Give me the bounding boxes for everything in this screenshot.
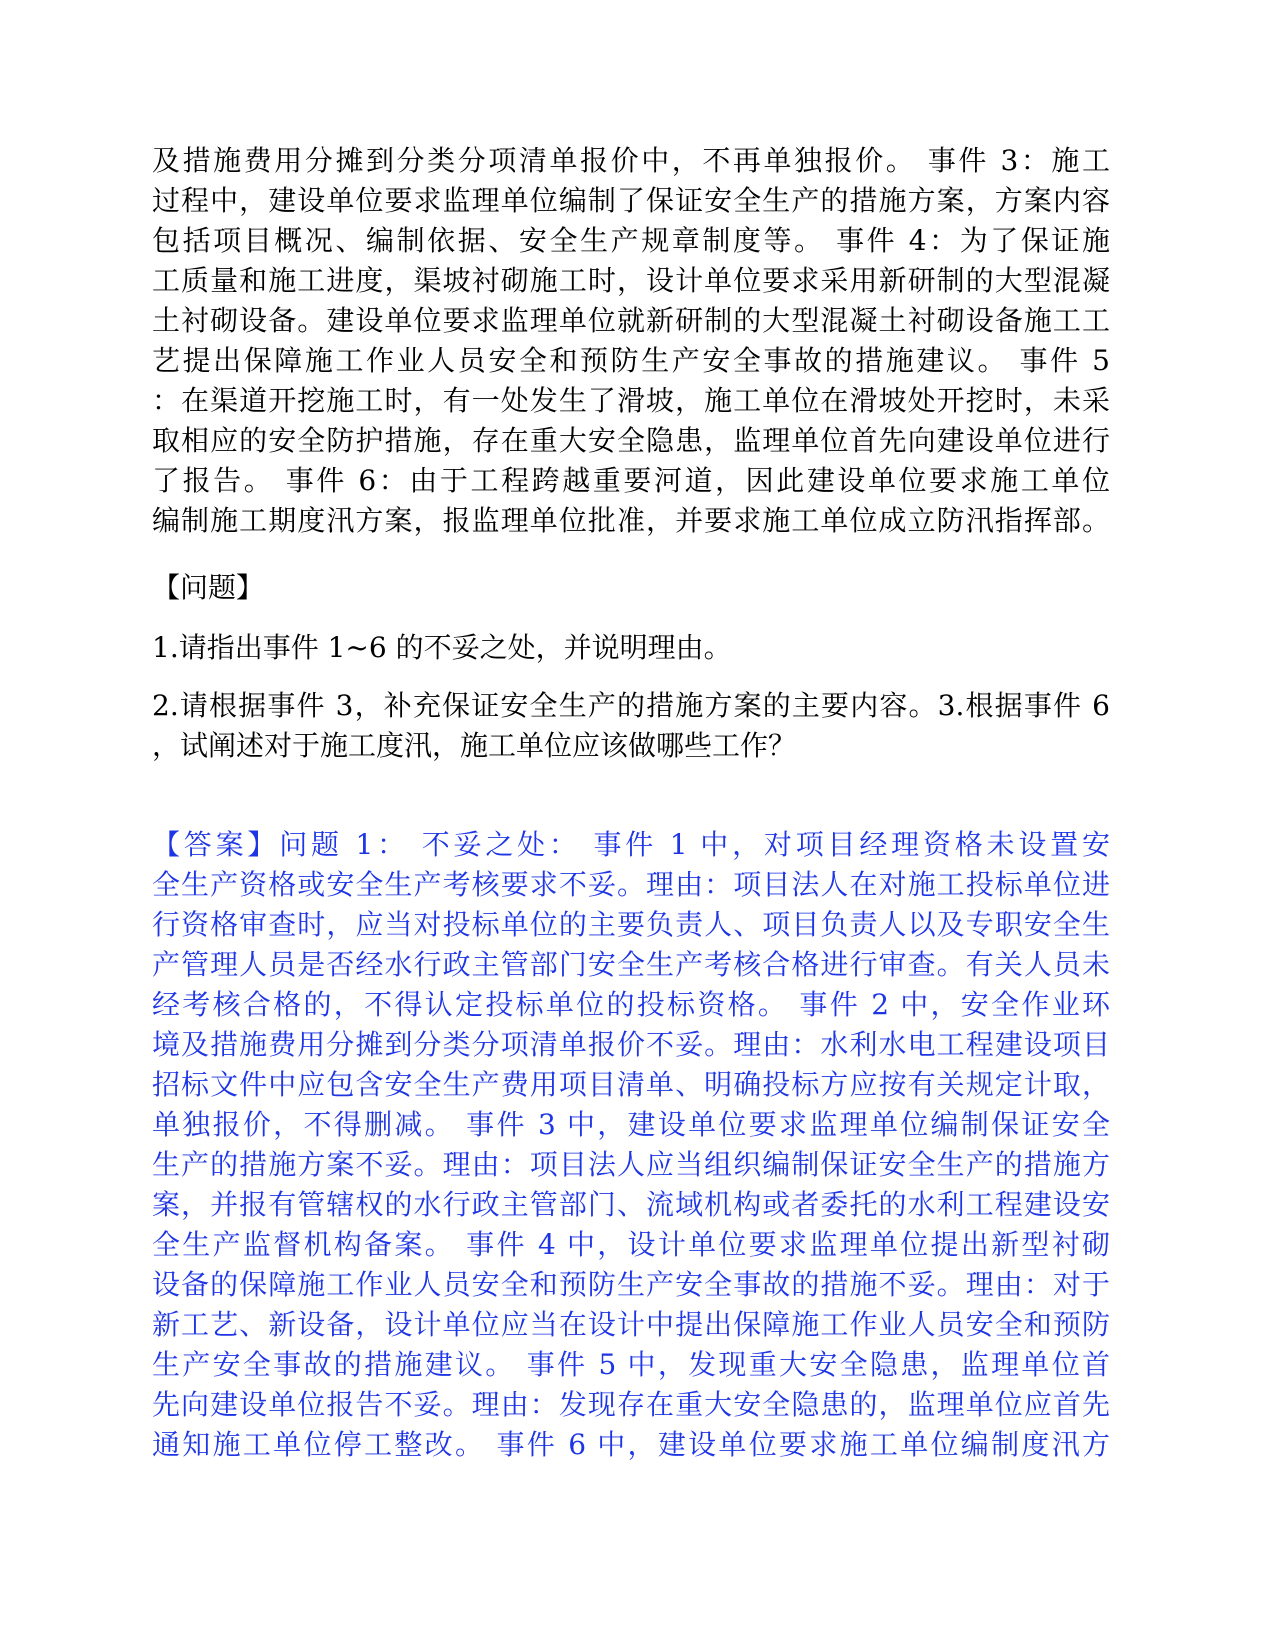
answer-line: 先向建设单位报告不妥。理由：发现存在重大安全隐患的，监理单位应首先	[152, 1388, 1110, 1421]
answer-line: 全生产监督机构备案。 事件 4 中，设计单位要求监理单位提出新型衬砌	[152, 1228, 1110, 1261]
question-2-3-block	[152, 686, 1110, 766]
question-3-line: ，试阐述对于施工度汛，施工单位应该做哪些工作？	[152, 729, 797, 762]
answer-line: 招标文件中应包含安全生产费用项目清单、明确投标方应按有关规定计取，	[152, 1068, 1110, 1101]
paragraph-line: 包括项目概况、编制依据、安全生产规章制度等。 事件 4：为了保证施	[152, 224, 1110, 257]
paragraph-line: 土衬砌设备。建设单位要求监理单位就新研制的大型混凝土衬砌设备施工工	[152, 304, 1110, 337]
paragraph-line: 了报告。 事件 6：由于工程跨越重要河道，因此建设单位要求施工单位	[152, 464, 1110, 497]
answer-line: 案，并报有管辖权的水行政主管部门、流域机构或者委托的水利工程建设安	[152, 1188, 1110, 1221]
paragraph-line: 过程中，建设单位要求监理单位编制了保证安全生产的措施方案，方案内容	[152, 184, 1110, 217]
paragraph-line: 工质量和施工进度，渠坡衬砌施工时，设计单位要求采用新研制的大型混凝	[152, 264, 1110, 297]
answer-line: 生产安全事故的措施建议。 事件 5 中，发现重大安全隐患，监理单位首	[152, 1348, 1110, 1381]
answer-line: 单独报价，不得删减。 事件 3 中，建设单位要求监理单位编制保证安全	[152, 1108, 1110, 1141]
paragraph-line: 及措施费用分摊到分类分项清单报价中，不再单独报价。 事件 3：施工	[152, 144, 1110, 177]
answer-line: 新工艺、新设备，设计单位应当在设计中提出保障施工作业人员安全和预防	[152, 1308, 1110, 1341]
answer-line: 【答案】问题 1： 不妥之处： 事件 1 中，对项目经理资格未设置安	[152, 828, 1110, 861]
answer-line: 通知施工单位停工整改。 事件 6 中，建设单位要求施工单位编制度汛方	[152, 1428, 1110, 1461]
question-paragraph	[152, 141, 1110, 541]
paragraph-line: ：在渠道开挖施工时，有一处发生了滑坡，施工单位在滑坡处开挖时，未采	[152, 384, 1110, 417]
answer-line: 境及措施费用分摊到分类分项清单报价不妥。理由：水利水电工程建设项目	[152, 1028, 1110, 1061]
answer-line: 产管理人员是否经水行政主管部门安全生产考核合格进行审查。有关人员未	[152, 948, 1110, 981]
question-1-block	[152, 628, 1110, 668]
answer-line: 全生产资格或安全生产考核要求不妥。理由：项目法人在对施工投标单位进	[152, 868, 1110, 901]
answer-line: 设备的保障施工作业人员安全和预防生产安全事故的措施不妥。理由：对于	[152, 1268, 1110, 1301]
questions-heading: 【问题】	[152, 571, 265, 604]
paragraph-line: 艺提出保障施工作业人员安全和预防生产安全事故的措施建议。 事件 5	[152, 344, 1110, 377]
questions-heading-block	[152, 568, 1110, 608]
answer-line: 生产的措施方案不妥。理由：项目法人应当组织编制保证安全生产的措施方	[152, 1148, 1110, 1181]
answer-line: 行资格审查时，应当对投标单位的主要负责人、项目负责人以及专职安全生	[152, 908, 1110, 941]
question-1: 1.请指出事件 1~6 的不妥之处，并说明理由。	[152, 631, 732, 664]
question-2-line: 2.请根据事件 3，补充保证安全生产的措施方案的主要内容。3.根据事件 6	[152, 689, 1110, 722]
paragraph-line: 编制施工期度汛方案，报监理单位批准，并要求施工单位成立防汛指挥部。	[152, 504, 1110, 537]
answer-paragraph	[152, 825, 1110, 1465]
paragraph-line: 取相应的安全防护措施，存在重大安全隐患，监理单位首先向建设单位进行	[152, 424, 1110, 457]
answer-line: 经考核合格的，不得认定投标单位的投标资格。 事件 2 中，安全作业环	[152, 988, 1110, 1021]
